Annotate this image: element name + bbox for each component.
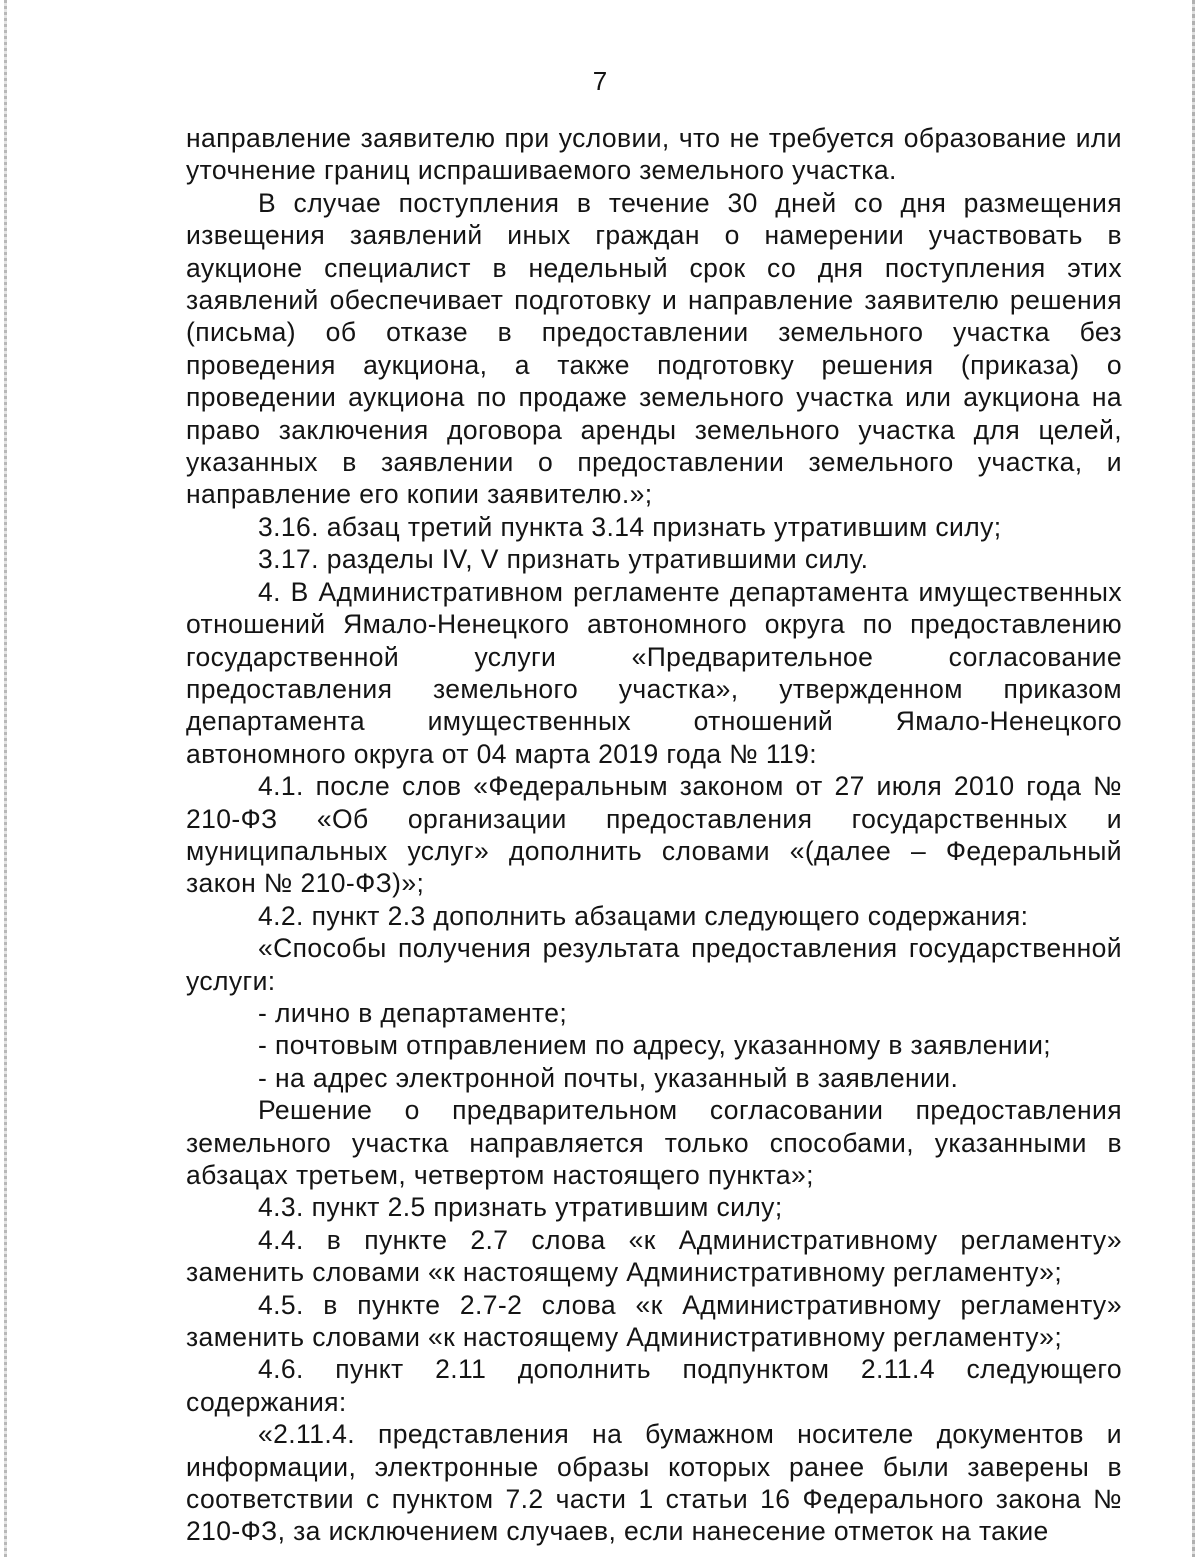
list-item-by-email: - на адрес электронной почты, указанный в заявлении.	[258, 1062, 959, 1093]
paragraph-4-2: 4.2. пункт 2.3 дополнить абзацами следующего содержания:	[258, 900, 1029, 931]
paragraph-4: 4. В Административном регламенте департамента имущественных отношений Ямало-Ненецкого автономного округа по предоставлению государственной услуги «Предварительное согласование предоставления земельного участка», утвержденном приказом департамента имущественных отношений Ямало-Ненецкого автономного округа от 04 марта 2019 года № 119:	[186, 576, 1122, 769]
list-item-in-person: - лично в департаменте;	[258, 997, 568, 1028]
list-item-by-mail: - почтовым отправлением по адресу, указанному в заявлении;	[258, 1030, 1052, 1061]
paragraph-2-11-4: «2.11.4. представления на бумажном носителе документов и информации, электронные образы которых ранее были заверены в соответствии с пунктом 7.2 части 1 статьи 16 Федерального закона № 210-ФЗ, за исключением случаев, если нанесение отметок на такие	[186, 1419, 1122, 1547]
paragraph-auction-notice: В случае поступления в течение 30 дней со дня размещения извещения заявлений иных граждан о намерении участвовать в аукционе специалист в недельный срок со дня поступления этих заявлений обеспечивает подготовку и направление заявителю решения (письма) об отказе в предоставлении земельного участка без проведения аукциона, а также подготовку решения (приказа) о проведении аукциона по продаже земельного участка или аукциона на право заключения договора аренды земельного участка для целей, указанных в заявлении о предоставлении земельного участка, и направление его копии заявителю.»;	[186, 187, 1122, 510]
paragraph-decision: Решение о предварительном согласовании предоставления земельного участка направляется только способами, указанными в абзацах третьем, четвертом настоящего пункта»;	[186, 1095, 1122, 1190]
document-body	[186, 122, 1122, 1548]
paragraph-4-6: 4.6. пункт 2.11 дополнить подпунктом 2.11.4 следующего содержания:	[186, 1354, 1122, 1417]
paragraph-3-16: 3.16. абзац третий пункта 3.14 признать утратившим силу;	[258, 511, 1002, 542]
scan-edge-right	[1192, 0, 1195, 1557]
scan-edge-left	[4, 0, 7, 1557]
paragraph-4-4: 4.4. в пункте 2.7 слова «к Административному регламенту» заменить словами «к настоящему Административному регламенту»;	[186, 1224, 1122, 1288]
paragraph-3-17: 3.17. разделы IV, V признать утратившими силу.	[258, 544, 869, 575]
page-number: 7	[592, 66, 608, 96]
paragraph-continuation: направление заявителю при условии, что не требуется образование или уточнение границ испрашиваемого земельного участка.	[186, 123, 1122, 186]
paragraph-4-1: 4.1. после слов «Федеральным законом от 27 июля 2010 года № 210-ФЗ «Об организации предоставления государственных и муниципальных услуг» дополнить словами «(далее – Федеральный закон № 210-ФЗ)»;	[186, 771, 1122, 899]
paragraph-4-3: 4.3. пункт 2.5 признать утратившим силу;	[258, 1192, 783, 1223]
paragraph-4-5: 4.5. в пункте 2.7-2 слова «к Административному регламенту» заменить словами «к настоящему Административному регламенту»;	[186, 1289, 1122, 1353]
paragraph-methods-heading: «Способы получения результата предоставления государственной услуги:	[186, 933, 1122, 996]
